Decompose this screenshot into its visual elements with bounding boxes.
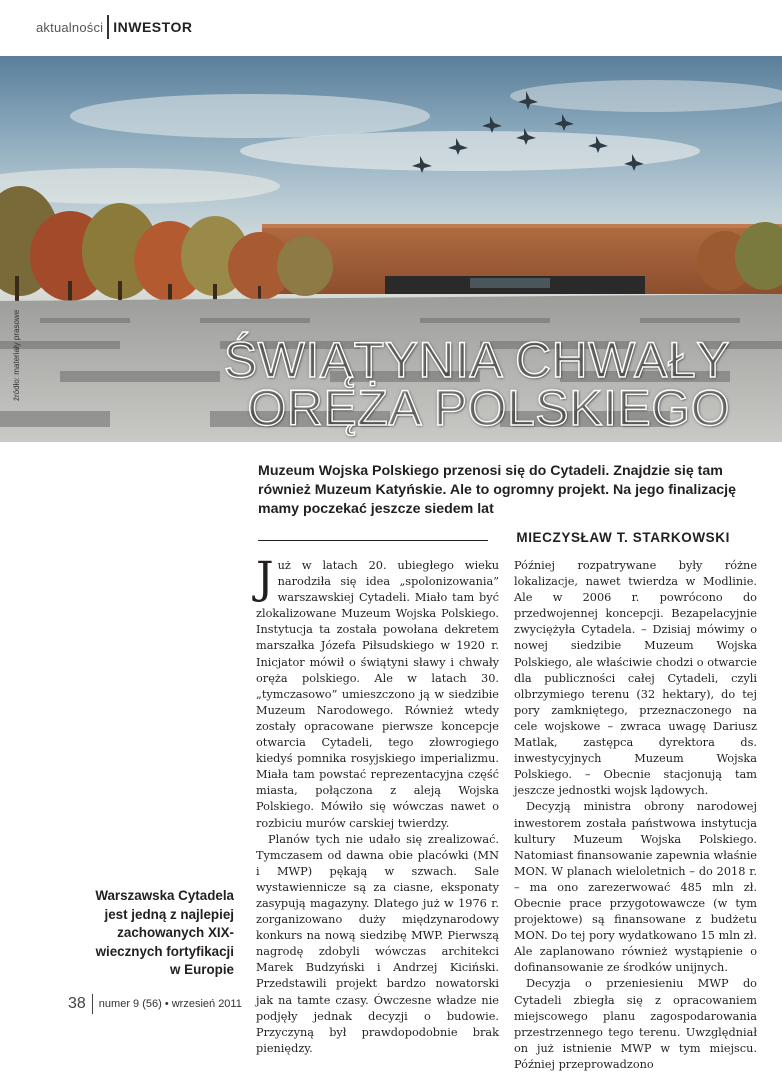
footer-divider [92,994,93,1014]
photo-credit: źródło: materiały prasowe [12,309,21,401]
paragraph: Planów tych nie udało się zrealizować. Tymczasem od dawna obie placówki (MN i MWP) pękają w szwach. Sale wystawiennicze są za ciasne, eksponaty zasypują magazyny. Dlatego już w 1976 r. zorganizowano duży międzynarodowy konkurs na nową siedzibę MWP. Pierwszą nagrodę zdobyli wówczas architekci Marek Budzyński i Andrzej Kiciński. Przedstawili projekt bardzo nowatorski jak na tamte czasy. Ówczesne władze nie podjęły jednak decyzji o budowie. Przyczyną był prawdopodobnie brak pieniędzy. [256,832,499,1055]
article-author: MIECZYSŁAW T. STARKOWSKI [516,530,730,545]
issue-info: numer 9 (56) • wrzesień 2011 [98,998,242,1010]
paragraph-text: uż w latach 20. ubiegłego wieku narodziła się idea „spolonizowania” warszawskiej Cytadeli. Miało tam być zlokalizowane Muzeum Wojska Polskiego. Instytucja ta została powołana dekretem marszałka Józefa Piłsudskiego w 1920 r. Inicjator mówił o świątyni sławy i chwały oręża polskiego. Ale w latach 30. „tymczasowo” umieszczono ją w siedzibie Muzeum Narodowego. Również wtedy zostały opracowane pierwsze koncepcje otwarcia Cytadeli, tego złowrogiego kiedyś pomnika rosyjskiego imperializmu. Miała tam powstać reprezentacyjna część miasta, połączona z aleją Wojska Polskiego. Mówiło się wówczas nawet o rozbiciu murów carskiej twierdzy. [256,559,499,830]
category-label: INWESTOR [113,19,193,35]
paragraph: Później rozpatrywane były różne lokalizacje, nawet twierdza w Modlinie. Ale w 2006 r. powrócono do przedwojennej koncepcji. Bezapelacyjnie zwyciężyła Cytadela. – Dzisiaj mówimy o nowej siedzibie Muzeum Wojska Polskiego, ale właściwie chodzi o otwarcie dla publiczności całej Cytadeli, czyli olbrzymiego terenu (32 hektary), do tej pory zamkniętego, przeznaczonego na cele wojskowe – zwraca uwagę Dariusz Matlak, zastępca dyrektora ds. inwestycyjnych Muzeum Wojska Polskiego. – Obecnie stacjonują tam jeszcze jednostki wojsk lądowych. [514,559,757,798]
section-label: aktualności [36,19,104,35]
cloud [510,80,782,112]
jet-icon [554,114,574,131]
body-column-1 [256,553,499,1057]
cloud [70,94,430,138]
building-roofline [262,224,782,228]
body-column-2 [514,558,757,1073]
author-rule [258,540,488,541]
hero-image [0,56,782,442]
page-footer [68,994,242,1014]
article-title [223,332,730,436]
page-header [36,14,192,40]
paragraph [256,553,499,832]
pull-quote: Warszawska Cytadela jest jedną z najlepiej zachowanych XIX-wiecznych fortyfikacji w Europie [95,888,234,978]
title-line-1: ŚWIĄTYNIA CHWAŁY [223,332,730,388]
article-lead: Muzeum Wojska Polskiego przenosi się do Cytadeli. Znajdzie się tam również Muzeum Katyńskie. Ale to ogromny projekt. Na jego finalizację mamy poczekać jeszcze siedem lat [258,463,737,517]
page-number: 38 [68,995,86,1012]
paragraph: Decyzja o przeniesieniu MWP do Cytadeli zbiegła się z opracowaniem miejscowego planu zagospodarowania przestrzennego tego terenu. Uwzględniał on już istnienie MWP w tym miejscu. Później przeprowadzono [514,977,757,1071]
paragraph: Decyzją ministra obrony narodowej inwestorem została państwowa instytucja kultury Muzeum Wojska Polskiego. Natomiast finansowanie zapewnia właśnie MON. W planach wieloletnich – do 2018 r. – ma ono zarezerwować 485 mln zł. Obecnie prace przygotowawcze (w tym projektowe) są finansowane z budżetu MON. Do tej pory wydatkowano 15 mln zł. Ale zaplanowano również wystąpienie o dofinansowanie ze środków unijnych. [514,800,757,975]
entrance-glow [470,278,550,288]
title-line-2: ORĘŻA POLSKIEGO [247,380,730,436]
drop-cap: J [256,553,274,604]
trees-left [0,186,333,306]
jet-icon [482,116,502,133]
header-divider [107,15,109,39]
